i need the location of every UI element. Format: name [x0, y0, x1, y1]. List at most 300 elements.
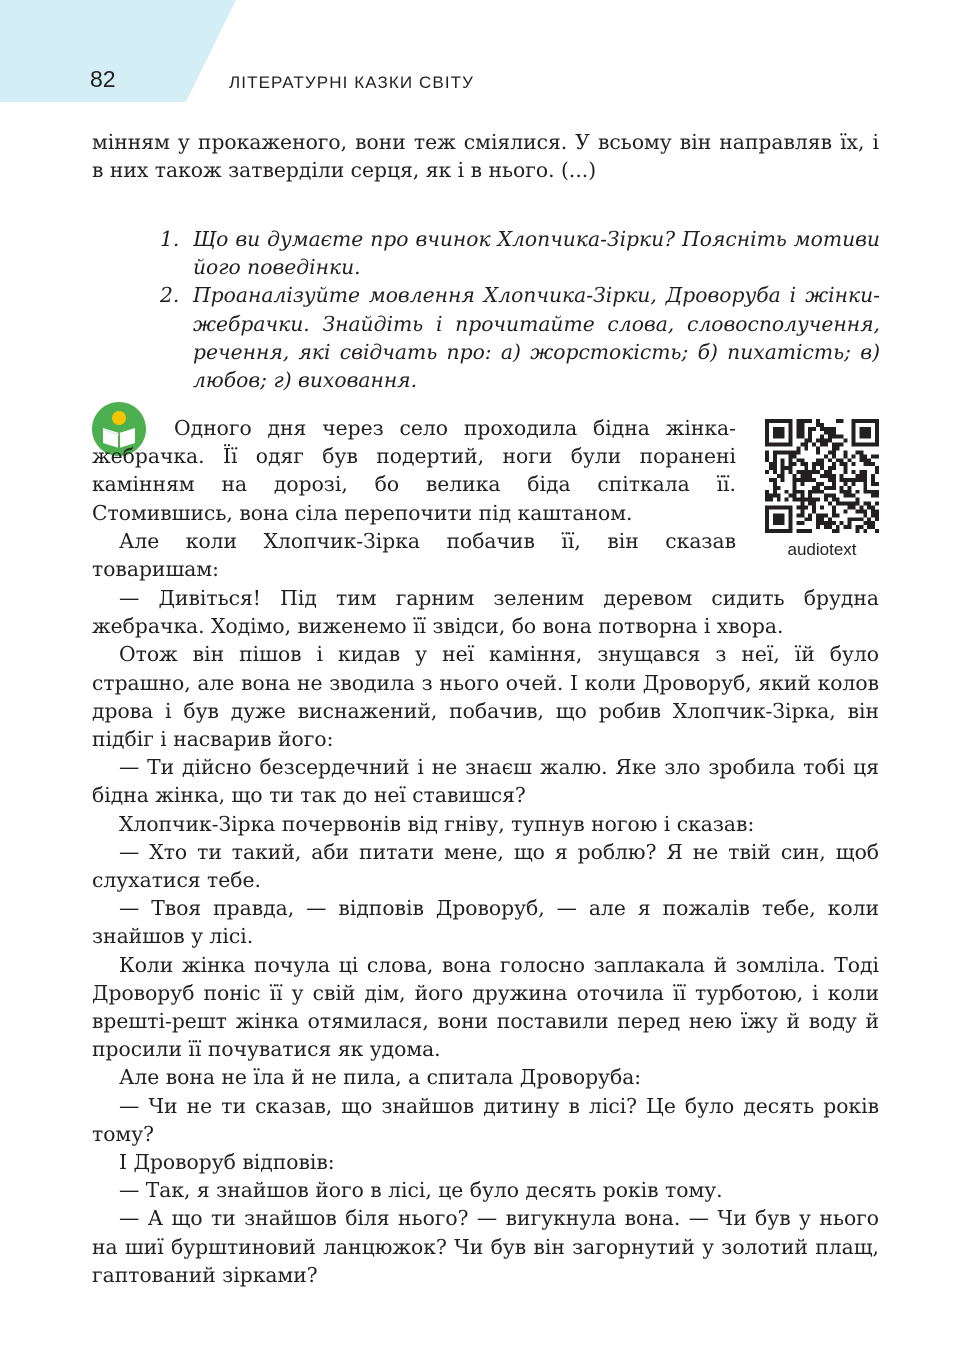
qr-module — [851, 505, 855, 509]
qr-module — [800, 513, 804, 517]
qr-module — [781, 450, 785, 454]
qr-module — [773, 529, 777, 533]
qr-module — [848, 458, 852, 462]
qr-module — [773, 431, 777, 435]
qr-module — [828, 494, 832, 498]
qr-module — [875, 470, 879, 474]
qr-module — [765, 498, 769, 502]
qr-module — [785, 419, 789, 423]
qr-module — [840, 490, 844, 494]
question-text: Що ви думаєте про вчинок Хлопчика-Зірки? Поясніть мотиви його поведінки. — [193, 227, 880, 280]
qr-module — [816, 525, 820, 529]
qr-module — [781, 478, 785, 482]
qr-module — [765, 509, 769, 513]
question-number: 1. — [160, 227, 180, 251]
qr-module — [867, 435, 871, 439]
qr-module — [859, 427, 863, 431]
qr-module — [800, 509, 804, 513]
qr-module — [820, 517, 824, 521]
qr-module — [796, 419, 800, 423]
qr-module — [777, 427, 781, 431]
qr-module — [851, 470, 855, 474]
qr-module — [863, 509, 867, 513]
qr-module — [836, 502, 840, 506]
qr-module — [781, 435, 785, 439]
qr-module — [793, 450, 797, 454]
qr-module — [804, 466, 808, 470]
qr-module — [824, 427, 828, 431]
qr-module — [804, 419, 808, 423]
qr-module — [820, 482, 824, 486]
qr-module — [832, 498, 836, 502]
qr-module — [793, 478, 797, 482]
qr-module — [796, 470, 800, 474]
qr-module — [875, 502, 879, 506]
qr-module — [800, 505, 804, 509]
qr-module — [859, 443, 863, 447]
qr-module — [789, 521, 793, 525]
qr-module — [855, 525, 859, 529]
qr-module — [812, 509, 816, 513]
qr-module — [812, 466, 816, 470]
qr-module — [808, 502, 812, 506]
qr-module — [875, 454, 879, 458]
qr-module — [796, 427, 800, 431]
qr-module — [777, 450, 781, 454]
qr-module — [851, 443, 855, 447]
qr-module — [769, 505, 773, 509]
qr-module — [824, 470, 828, 474]
qr-module — [793, 490, 797, 494]
qr-module — [812, 478, 816, 482]
qr-module — [851, 502, 855, 506]
qr-module — [859, 470, 863, 474]
qr-module — [867, 443, 871, 447]
qr-module — [863, 521, 867, 525]
qr-module — [828, 439, 832, 443]
qr-module — [820, 521, 824, 525]
qr-module — [808, 513, 812, 517]
qr-module — [867, 517, 871, 521]
qr-module — [796, 458, 800, 462]
qr-module — [804, 474, 808, 478]
paragraph: Коли жінка почула ці слова, вона голосно заплакала й зомліла. Тоді Дроворуб поніс її у свій дім, його дружина оточила її турботою, і коли врешті-решт жінка отямилася, вони поставили перед нею їжу й воду й просили її почуватися як удома. — [92, 952, 879, 1062]
qr-module — [832, 505, 836, 509]
qr-module — [808, 478, 812, 482]
qr-module — [789, 505, 793, 509]
qr-module — [855, 474, 859, 478]
qr-module — [836, 525, 840, 529]
qr-module — [855, 517, 859, 521]
qr-module — [816, 521, 820, 525]
qr-module — [781, 458, 785, 462]
qr-module — [844, 439, 848, 443]
qr-module — [828, 478, 832, 482]
question-number: 2. — [160, 283, 180, 308]
qr-module — [777, 486, 781, 490]
qr-module — [781, 529, 785, 533]
qr-module — [765, 439, 769, 443]
qr-module — [816, 458, 820, 462]
qr-module — [875, 423, 879, 427]
qr-module — [781, 462, 785, 466]
qr-module — [832, 494, 836, 498]
qr-module — [800, 482, 804, 486]
qr-module — [781, 517, 785, 521]
qr-module — [824, 454, 828, 458]
qr-module — [848, 502, 852, 506]
qr-module — [844, 509, 848, 513]
qr-module — [812, 498, 816, 502]
qr-module — [871, 494, 875, 498]
qr-module — [781, 419, 785, 423]
qr-module — [863, 486, 867, 490]
qr-module — [832, 521, 836, 525]
qr-module — [804, 470, 808, 474]
qr-module — [796, 529, 800, 533]
qr-module — [785, 443, 789, 447]
qr-module — [871, 509, 875, 513]
qr-module — [808, 427, 812, 431]
qr-module — [875, 509, 879, 513]
paragraph: — Хто ти такий, аби питати мене, що я роблю? Я не твій син, щоб слухатися тебе. — [92, 839, 879, 893]
qr-module — [875, 482, 879, 486]
qr-module — [871, 505, 875, 509]
qr-module — [773, 435, 777, 439]
qr-module — [863, 454, 867, 458]
qr-module — [793, 494, 797, 498]
qr-module — [808, 439, 812, 443]
qr-module — [875, 490, 879, 494]
qr-module — [863, 474, 867, 478]
qr-module — [777, 513, 781, 517]
qr-module — [832, 478, 836, 482]
qr-module — [871, 419, 875, 423]
qr-module — [816, 450, 820, 454]
paragraph: — Дивіться! Під тим гарним зеленим деревом сидить брудна жебрачка. Ходімо, виженемо її звідси, бо вона потворна і хвора. — [92, 586, 879, 639]
qr-module — [789, 439, 793, 443]
qr-module — [777, 494, 781, 498]
qr-label: audiotext — [787, 540, 857, 559]
qr-module — [844, 466, 848, 470]
qr-module — [836, 443, 840, 447]
qr-module — [836, 529, 840, 533]
qr-module — [828, 458, 832, 462]
paragraph: — Твоя правда, — відповів Дроворуб, — але я пожалів тебе, коли знайшов у лісі. — [92, 896, 879, 949]
qr-module — [785, 490, 789, 494]
page-number: 82 — [90, 66, 116, 92]
qr-module — [804, 505, 808, 509]
qr-module — [804, 439, 808, 443]
qr-module — [840, 458, 844, 462]
qr-module — [789, 470, 793, 474]
paragraph: Отож він пішов і кидав у неї каміння, знущався з неї, їй було страшно, але вона не зводила з нього очей. І коли Дроворуб, який колов дрова і був дуже виснажений, побачив, що робив Хлопчик-Зірка, він підбіг і насварив його: — [92, 642, 879, 752]
qr-module — [816, 517, 820, 521]
qr-module — [875, 443, 879, 447]
qr-module — [840, 419, 844, 423]
qr-module — [765, 505, 769, 509]
running-title: ЛІТЕРАТУРНІ КАЗКИ СВІТУ — [229, 73, 475, 92]
qr-module — [816, 462, 820, 466]
qr-module — [800, 462, 804, 466]
qr-module — [859, 431, 863, 435]
qr-module — [859, 517, 863, 521]
qr-module — [871, 513, 875, 517]
qr-module — [800, 431, 804, 435]
qr-module — [828, 427, 832, 431]
qr-module — [828, 466, 832, 470]
qr-module — [848, 494, 852, 498]
qr-module — [777, 431, 781, 435]
qr-module — [824, 525, 828, 529]
qr-module — [867, 427, 871, 431]
main-text — [92, 584, 879, 1289]
qr-module — [789, 509, 793, 513]
qr-module — [867, 458, 871, 462]
qr-module — [820, 474, 824, 478]
qr-module — [800, 498, 804, 502]
qr-module — [844, 470, 848, 474]
qr-module — [859, 474, 863, 478]
question-item — [160, 225, 880, 281]
qr-module — [765, 431, 769, 435]
qr-module — [765, 513, 769, 517]
qr-module — [808, 498, 812, 502]
qr-module — [777, 435, 781, 439]
qr-module — [851, 454, 855, 458]
qr-module — [812, 470, 816, 474]
qr-module — [832, 443, 836, 447]
qr-module — [820, 423, 824, 427]
qr-module — [820, 490, 824, 494]
qr-module — [800, 502, 804, 506]
qr-module — [824, 494, 828, 498]
qr-module — [851, 419, 855, 423]
qr-module — [824, 498, 828, 502]
qr-module — [863, 435, 867, 439]
qr-module — [859, 478, 863, 482]
qr-module — [816, 419, 820, 423]
qr-module — [832, 435, 836, 439]
qr-module — [765, 450, 769, 454]
qr-module — [875, 529, 879, 533]
qr-module — [832, 427, 836, 431]
qr-module — [820, 439, 824, 443]
qr-module — [789, 419, 793, 423]
qr-module — [820, 513, 824, 517]
qr-module — [773, 458, 777, 462]
qr-module — [832, 509, 836, 513]
qr-module — [871, 525, 875, 529]
qr-module — [796, 498, 800, 502]
qr-module — [789, 427, 793, 431]
qr-module — [859, 435, 863, 439]
qr-module — [871, 454, 875, 458]
qr-module — [804, 462, 808, 466]
qr-module — [769, 494, 773, 498]
qr-module — [871, 474, 875, 478]
qr-module — [832, 529, 836, 533]
qr-module — [773, 486, 777, 490]
qr-module — [867, 462, 871, 466]
qr-module — [781, 470, 785, 474]
qr-module — [789, 454, 793, 458]
qr-module — [765, 458, 769, 462]
qr-module — [820, 466, 824, 470]
qr-module — [793, 486, 797, 490]
qr-module — [793, 482, 797, 486]
qr-module — [851, 478, 855, 482]
qr-module — [781, 443, 785, 447]
qr-module — [808, 490, 812, 494]
qr-code-icon[interactable] — [765, 419, 879, 533]
qr-module — [828, 525, 832, 529]
qr-module — [816, 447, 820, 451]
qr-module — [765, 517, 769, 521]
paragraph: — Чи не ти сказав, що знайшов дитину в лісі? Це було десять років тому? — [92, 1093, 879, 1146]
qr-module — [816, 470, 820, 474]
qr-module — [875, 494, 879, 498]
qr-module — [824, 486, 828, 490]
qr-module — [844, 462, 848, 466]
qr-module — [828, 435, 832, 439]
qr-module — [871, 462, 875, 466]
qr-module — [800, 435, 804, 439]
qr-module — [812, 505, 816, 509]
qr-module — [793, 454, 797, 458]
qr-module — [836, 498, 840, 502]
qr-module — [832, 513, 836, 517]
qr-module — [789, 450, 793, 454]
qr-module — [789, 529, 793, 533]
qr-module — [828, 431, 832, 435]
qr-module — [867, 431, 871, 435]
qr-module — [765, 423, 769, 427]
qr-module — [789, 462, 793, 466]
qr-module — [777, 521, 781, 525]
qr-module — [828, 474, 832, 478]
qr-module — [824, 443, 828, 447]
qr-module — [871, 443, 875, 447]
qr-module — [828, 450, 832, 454]
qr-module — [875, 439, 879, 443]
qr-module — [828, 521, 832, 525]
qr-module — [808, 529, 812, 533]
qr-module — [773, 521, 777, 525]
qr-module — [855, 490, 859, 494]
qr-module — [804, 517, 808, 521]
qr-module — [851, 431, 855, 435]
paragraph: Одного дня через село проходила бідна жінка-жебрачка. Її одяг був подертий, ноги були поранені камінням на дорозі, бо велика біда спіткала її. Стомившись, вона сіла перепочити під каштаном. — [92, 416, 736, 525]
qr-module — [796, 447, 800, 451]
qr-module — [855, 419, 859, 423]
qr-module — [789, 431, 793, 435]
qr-module — [859, 454, 863, 458]
qr-module — [800, 521, 804, 525]
qr-module — [848, 490, 852, 494]
qr-module — [820, 505, 824, 509]
qr-module — [808, 431, 812, 435]
qr-module — [773, 513, 777, 517]
qr-module — [777, 529, 781, 533]
qr-module — [844, 454, 848, 458]
qr-module — [851, 517, 855, 521]
qr-module — [800, 494, 804, 498]
qr-module — [781, 513, 785, 517]
qr-module — [832, 431, 836, 435]
qr-module — [816, 498, 820, 502]
qr-module — [863, 478, 867, 482]
qr-module — [789, 443, 793, 447]
qr-module — [863, 529, 867, 533]
qr-module — [875, 466, 879, 470]
qr-module — [875, 431, 879, 435]
qr-module — [867, 521, 871, 525]
qr-module — [804, 529, 808, 533]
qr-module — [871, 478, 875, 482]
qr-module — [863, 513, 867, 517]
qr-module — [840, 435, 844, 439]
questions-list — [160, 225, 880, 394]
qr-module — [773, 419, 777, 423]
qr-module — [812, 462, 816, 466]
qr-module — [836, 447, 840, 451]
qr-module — [777, 419, 781, 423]
qr-module — [863, 431, 867, 435]
qr-module — [816, 513, 820, 517]
qr-module — [773, 470, 777, 474]
qr-module — [848, 486, 852, 490]
qr-module — [816, 423, 820, 427]
qr-module — [844, 525, 848, 529]
qr-module — [863, 502, 867, 506]
qr-module — [840, 443, 844, 447]
qr-module — [808, 494, 812, 498]
qr-module — [848, 478, 852, 482]
qr-module — [796, 521, 800, 525]
qr-module — [863, 458, 867, 462]
qr-module — [789, 423, 793, 427]
qr-module — [859, 525, 863, 529]
qr-module — [773, 443, 777, 447]
qr-module — [789, 466, 793, 470]
qr-module — [824, 439, 828, 443]
qr-module — [765, 470, 769, 474]
question-item — [160, 281, 880, 394]
qr-module — [840, 478, 844, 482]
qr-module — [836, 513, 840, 517]
qr-module — [851, 427, 855, 431]
qr-module — [773, 490, 777, 494]
qr-module — [851, 435, 855, 439]
qr-module — [859, 509, 863, 513]
question-text: Проаналізуйте мовлення Хлопчика-Зірки, Дроворуба і жінки-жебрачки. Знайдіть і прочитайте слова, словосполучення, речення, які свідчать про: а) жорстокість; б) пихатість; в) любов; г) виховання. — [193, 283, 880, 393]
text-beside-qr — [92, 414, 736, 583]
qr-module — [863, 490, 867, 494]
qr-module — [875, 513, 879, 517]
qr-module — [796, 505, 800, 509]
qr-module — [836, 435, 840, 439]
qr-module — [848, 521, 852, 525]
qr-module — [796, 478, 800, 482]
qr-module — [863, 419, 867, 423]
qr-module — [820, 462, 824, 466]
qr-module — [828, 502, 832, 506]
qr-module — [812, 490, 816, 494]
qr-module — [828, 486, 832, 490]
qr-module — [789, 494, 793, 498]
qr-module — [777, 498, 781, 502]
